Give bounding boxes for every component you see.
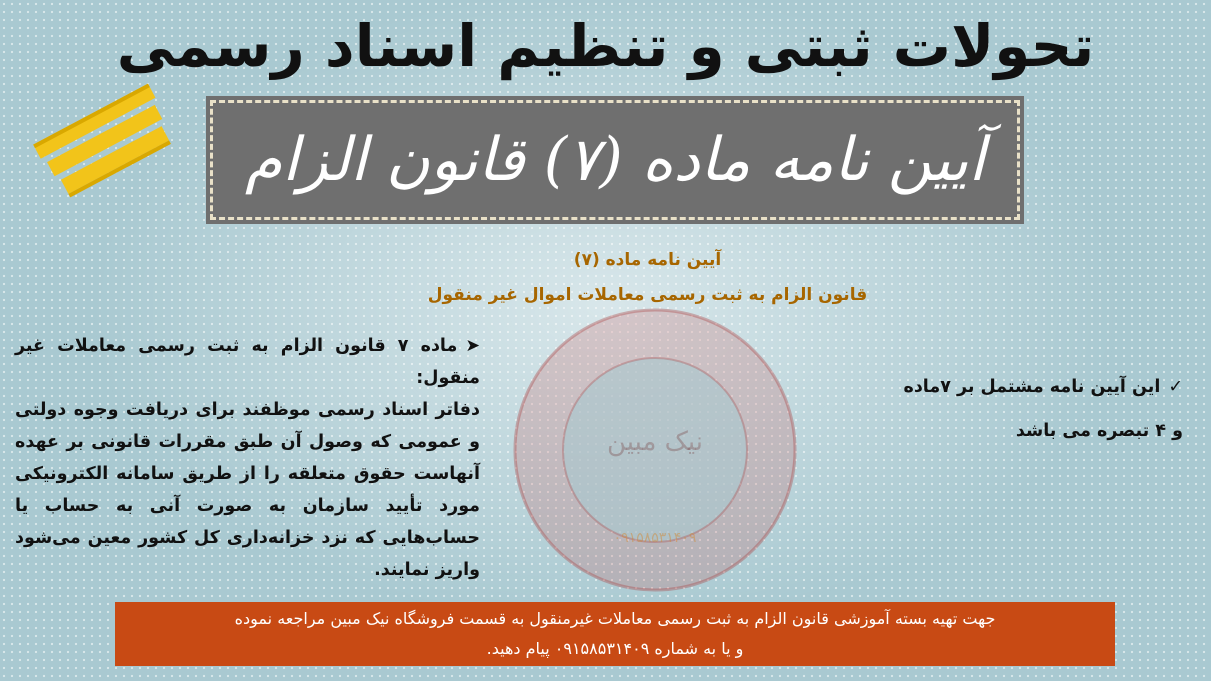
arrow-bullet-icon: ➤ xyxy=(465,336,480,356)
subtitle-line-1: آیین نامه ماده (۷) xyxy=(573,250,722,270)
nik-mobin-logo xyxy=(22,70,192,220)
summary-line-1 xyxy=(853,365,1183,409)
article-heading xyxy=(15,330,480,394)
article-7-text xyxy=(15,330,480,586)
stamp-center-text: نیک مبین xyxy=(606,427,704,457)
footer-line-2: و یا به شماره ۰۹۱۵۸۵۳۱۴۰۹ پیام دهید. xyxy=(486,639,744,658)
summary-line-1-text: این آیین نامه مشتمل بر ۷ماده xyxy=(903,377,1161,397)
check-icon: ✓ xyxy=(1168,377,1183,397)
summary-line-2: و ۴ تبصره می باشد xyxy=(1015,421,1183,441)
article-body-text: دفاتر اسناد رسمی موظفند برای دریافت وجوه دولتی و عمومی که وصول آن طبق مقررات قانونی بر عهده آنهاست حقوق متعلقه را از طریق سامانه الکترونیکی مورد تأیید سازمان به صورت آنی به حساب یا حساب‌هایی که نزد خزانه‌داری کل کشور معین می‌شود واریز نمایند. xyxy=(15,400,480,580)
subject-banner xyxy=(210,100,1020,220)
footer-notice xyxy=(115,602,1115,666)
page-title: تحولات ثبتی و تنظیم اسناد رسمی xyxy=(116,12,1095,80)
stamp-phone: ۰۹۱۵۸۵۳۱۴۰۹ xyxy=(613,530,697,546)
subtitle-line-2: قانون الزام به ثبت رسمی معاملات اموال غیر منقول xyxy=(427,285,868,305)
watermark-stamp xyxy=(505,300,805,600)
banner-title: آیین نامه ماده (۷) قانون الزام xyxy=(244,125,986,195)
footer-line-1: جهت تهیه بسته آموزشی قانون الزام به ثبت رسمی معاملات غیرمنقول به قسمت فروشگاه نیک مبین مراجعه نموده xyxy=(234,609,996,628)
article-heading-text: ماده ۷ قانون الزام به ثبت رسمی معاملات غیر منقول: xyxy=(15,336,480,388)
bylaw-summary xyxy=(853,365,1183,453)
